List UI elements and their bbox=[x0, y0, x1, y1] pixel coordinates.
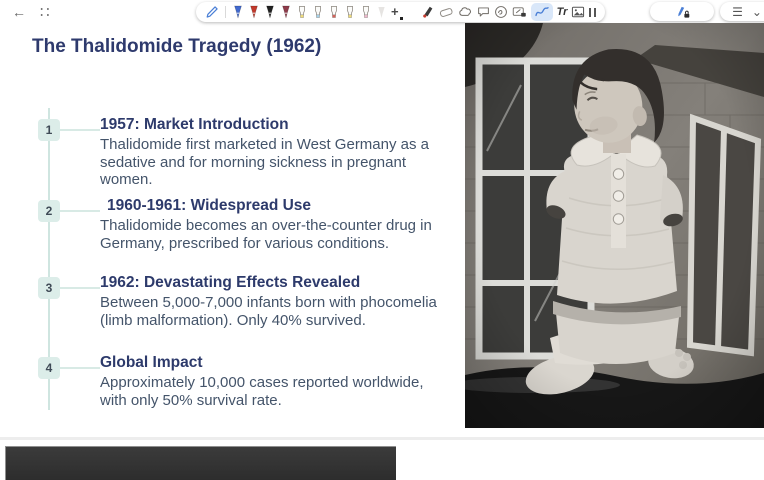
timeline-content bbox=[100, 197, 452, 252]
timeline-content bbox=[100, 354, 452, 409]
highlighter-icon bbox=[296, 5, 308, 19]
comment-lasso-tool[interactable] bbox=[477, 3, 490, 21]
timeline-body: Between 5,000-7,000 infants born with phocomelia (limb malformation). Only 40% survived. bbox=[100, 294, 437, 329]
highlighter-icon bbox=[344, 5, 356, 19]
filmstrip-thumbnail[interactable] bbox=[5, 446, 396, 480]
menu-icon[interactable]: ☰ bbox=[732, 4, 743, 19]
timeline-connector bbox=[60, 287, 100, 289]
pen-icon bbox=[232, 5, 244, 19]
marker-icon bbox=[421, 5, 435, 19]
pen-lock-button[interactable] bbox=[674, 3, 691, 21]
scribble-circle-icon bbox=[494, 5, 508, 19]
timeline-badge: 2 bbox=[38, 200, 60, 222]
timeline-item-4 bbox=[38, 354, 468, 409]
timeline-connector bbox=[60, 129, 100, 131]
highlighter-tool-pink[interactable] bbox=[360, 3, 372, 21]
eraser-icon bbox=[439, 6, 454, 18]
timeline-body: Thalidomide first marketed in West Germany as a sedative and for morning sickness in pregnant women. bbox=[100, 136, 430, 188]
pause-icon bbox=[594, 8, 596, 17]
drag-handle-icon[interactable]: ∷ bbox=[40, 4, 50, 21]
pen-tool-black[interactable] bbox=[264, 3, 276, 21]
pen-lock-pill bbox=[650, 2, 714, 21]
speech-bubble-icon bbox=[477, 6, 490, 18]
add-pen-button[interactable]: + bbox=[391, 4, 399, 19]
pen-tool-red[interactable] bbox=[248, 3, 260, 21]
marker-tool-dark[interactable] bbox=[421, 3, 435, 21]
highlighter-tool-blue[interactable] bbox=[312, 3, 324, 21]
text-tool-label: Tr bbox=[556, 6, 568, 18]
page-title: The Thalidomide Tragedy (1962) bbox=[32, 36, 322, 57]
text-tool[interactable] bbox=[557, 3, 568, 21]
timeline-connector bbox=[60, 367, 100, 369]
highlighter-tool-yellow[interactable] bbox=[296, 3, 308, 21]
chevron-down-icon[interactable]: ⌄ bbox=[751, 4, 762, 19]
back-button[interactable]: ← bbox=[12, 4, 26, 20]
timeline-heading: 1960-1961: Widespread Use bbox=[107, 197, 312, 214]
timeline-heading: 1962: Devastating Effects Revealed bbox=[100, 274, 361, 291]
custom-pen-slot-icon bbox=[376, 3, 387, 21]
highlighter-icon bbox=[312, 5, 324, 19]
image-icon bbox=[571, 6, 585, 18]
laser-squiggle-icon bbox=[534, 6, 550, 18]
toolbar-menu-pill bbox=[720, 2, 764, 21]
highlighter-icon bbox=[360, 5, 372, 19]
pen-icon bbox=[280, 5, 292, 19]
highlighter-tool-yellow-2[interactable] bbox=[344, 3, 356, 21]
ink-lock-icon bbox=[512, 6, 527, 18]
cloud-lasso-icon bbox=[458, 6, 473, 18]
timeline-heading: 1957: Market Introduction bbox=[100, 116, 289, 133]
timeline-content bbox=[100, 116, 452, 189]
toolbar-divider bbox=[225, 6, 226, 18]
timeline-item-3 bbox=[38, 274, 468, 329]
laser-pointer-tool[interactable] bbox=[531, 3, 553, 21]
pen-tool-maroon[interactable] bbox=[280, 3, 292, 21]
scribble-select-tool[interactable] bbox=[494, 3, 508, 21]
timeline-badge: 4 bbox=[38, 357, 60, 379]
timeline-item-2 bbox=[38, 197, 468, 252]
pen-icon bbox=[376, 6, 387, 19]
timeline bbox=[38, 108, 468, 420]
timeline-heading: Global Impact bbox=[100, 354, 203, 371]
pen-icon bbox=[248, 5, 260, 19]
timeline-badge: 3 bbox=[38, 277, 60, 299]
page-divider bbox=[0, 437, 764, 440]
image-tool[interactable] bbox=[571, 3, 585, 21]
pencil-icon bbox=[205, 5, 219, 19]
timeline-badge: 1 bbox=[38, 119, 60, 141]
topbar-left bbox=[12, 2, 50, 22]
annotation-toolbar bbox=[196, 2, 605, 22]
slide-photo bbox=[465, 23, 764, 428]
timeline-connector bbox=[60, 210, 100, 212]
timeline-body: Approximately 10,000 cases reported worldwide, with only 50% survival rate. bbox=[100, 374, 424, 409]
highlighter-icon bbox=[328, 5, 340, 19]
pen-tool-blue[interactable] bbox=[232, 3, 244, 21]
lasso-cloud-tool[interactable] bbox=[458, 3, 473, 21]
highlighter-tool-red[interactable] bbox=[328, 3, 340, 21]
timeline-content bbox=[100, 274, 452, 329]
ink-lock-tool[interactable] bbox=[512, 3, 527, 21]
pen-lock-icon bbox=[674, 5, 691, 19]
timeline-body: Thalidomide becomes an over-the-counter drug in Germany, prescribed for various conditions. bbox=[100, 217, 432, 252]
timeline-item-1 bbox=[38, 116, 468, 189]
pause-icon bbox=[589, 8, 591, 17]
pen-icon bbox=[264, 5, 276, 19]
pause-button[interactable] bbox=[589, 3, 596, 21]
eraser-tool[interactable] bbox=[439, 3, 454, 21]
pencil-tool[interactable] bbox=[205, 3, 219, 21]
